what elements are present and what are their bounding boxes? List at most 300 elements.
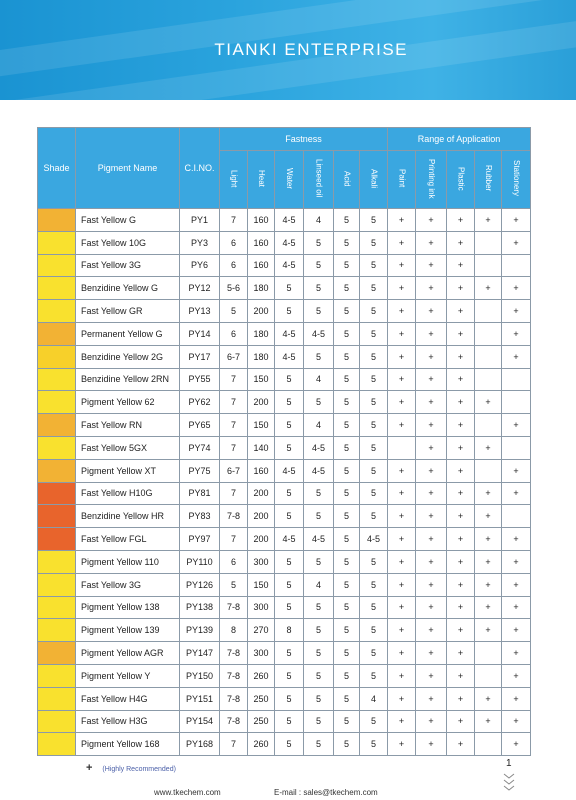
table-row (38, 231, 531, 254)
subcolumn-label: Linseed oil (314, 159, 324, 198)
light-fastness: 6 (220, 322, 248, 345)
pigment-name: Pigment Yellow 62 (76, 391, 180, 414)
plastic-use: + (447, 550, 475, 573)
header-fastness: Fastness (220, 128, 388, 151)
shade-swatch (38, 528, 76, 551)
acid-fastness: 5 (334, 687, 360, 710)
water-fastness: 4-5 (275, 254, 304, 277)
table-row (38, 710, 531, 733)
heat-fastness: 160 (248, 254, 275, 277)
plastic-use: + (447, 414, 475, 437)
paint-use: + (388, 459, 416, 482)
email-link[interactable]: E-mail : sales@tkechem.com (274, 788, 378, 797)
pigment-name: Pigment Yellow Y (76, 664, 180, 687)
linseed-oil-fastness: 5 (304, 505, 334, 528)
rubber-use: + (475, 619, 502, 642)
shade-swatch (38, 619, 76, 642)
alkali-fastness: 5 (360, 414, 388, 437)
plastic-use: + (447, 482, 475, 505)
alkali-fastness: 5 (360, 710, 388, 733)
linseed-oil-fastness: 5 (304, 391, 334, 414)
table-row (38, 414, 531, 437)
plastic-use: + (447, 300, 475, 323)
rubber-use (475, 642, 502, 665)
light-fastness: 7-8 (220, 596, 248, 619)
alkali-fastness: 5 (360, 573, 388, 596)
water-fastness: 5 (275, 391, 304, 414)
subcolumn-label: Heat (257, 170, 266, 187)
heat-fastness: 260 (248, 664, 275, 687)
ci-number: PY150 (180, 664, 220, 687)
heat-fastness: 180 (248, 345, 275, 368)
rubber-use: + (475, 277, 502, 300)
shade-swatch (38, 368, 76, 391)
paint-use: + (388, 619, 416, 642)
paint-use: + (388, 710, 416, 733)
heat-fastness: 140 (248, 436, 275, 459)
table-row (38, 642, 531, 665)
table-row (38, 619, 531, 642)
water-fastness: 5 (275, 505, 304, 528)
water-fastness: 5 (275, 436, 304, 459)
stationery-use: + (502, 573, 531, 596)
plastic-use: + (447, 368, 475, 391)
printing-ink-use: + (416, 573, 447, 596)
printing-ink-use: + (416, 391, 447, 414)
paint-use: + (388, 528, 416, 551)
ci-number: PY138 (180, 596, 220, 619)
printing-ink-use: + (416, 505, 447, 528)
header-subcolumn (248, 151, 275, 209)
ci-number: PY81 (180, 482, 220, 505)
water-fastness: 5 (275, 710, 304, 733)
shade-swatch (38, 550, 76, 573)
ci-number: PY83 (180, 505, 220, 528)
ci-number: PY147 (180, 642, 220, 665)
pigment-name: Fast Yellow 3G (76, 254, 180, 277)
printing-ink-use: + (416, 733, 447, 756)
heat-fastness: 160 (248, 209, 275, 232)
paint-use: + (388, 573, 416, 596)
heat-fastness: 180 (248, 277, 275, 300)
pigment-name: Fast Yellow 10G (76, 231, 180, 254)
pigment-name: Fast Yellow 3G (76, 573, 180, 596)
table-row (38, 573, 531, 596)
pigment-name: Fast Yellow G (76, 209, 180, 232)
paint-use: + (388, 209, 416, 232)
pigment-name: Fast Yellow 5GX (76, 436, 180, 459)
rubber-use (475, 254, 502, 277)
water-fastness: 5 (275, 550, 304, 573)
pigment-name: Benzidine Yellow G (76, 277, 180, 300)
light-fastness: 6 (220, 254, 248, 277)
paint-use: + (388, 664, 416, 687)
shade-swatch (38, 687, 76, 710)
light-fastness: 7 (220, 391, 248, 414)
pigment-name: Benzidine Yellow HR (76, 505, 180, 528)
plastic-use: + (447, 254, 475, 277)
header-subcolumn (447, 151, 475, 209)
acid-fastness: 5 (334, 300, 360, 323)
printing-ink-use: + (416, 482, 447, 505)
water-fastness: 4-5 (275, 231, 304, 254)
alkali-fastness: 4-5 (360, 528, 388, 551)
chevron-down-icon (503, 772, 515, 794)
water-fastness: 5 (275, 482, 304, 505)
water-fastness: 4-5 (275, 209, 304, 232)
plastic-use: + (447, 642, 475, 665)
alkali-fastness: 5 (360, 209, 388, 232)
stationery-use: + (502, 596, 531, 619)
alkali-fastness: 5 (360, 550, 388, 573)
paint-use (388, 436, 416, 459)
shade-swatch (38, 505, 76, 528)
header-subcolumn (502, 151, 531, 209)
legend-text: (Highly Recommended) (102, 766, 176, 773)
acid-fastness: 5 (334, 482, 360, 505)
paint-use: + (388, 277, 416, 300)
acid-fastness: 5 (334, 277, 360, 300)
printing-ink-use: + (416, 596, 447, 619)
plastic-use: + (447, 528, 475, 551)
linseed-oil-fastness: 5 (304, 231, 334, 254)
table-row (38, 322, 531, 345)
table-row (38, 368, 531, 391)
subcolumn-label: Plastic (456, 166, 466, 191)
ci-number: PY126 (180, 573, 220, 596)
shade-swatch (38, 300, 76, 323)
stationery-use: + (502, 322, 531, 345)
linseed-oil-fastness: 4-5 (304, 459, 334, 482)
subcolumn-label: Printing ink (427, 158, 437, 199)
light-fastness: 6-7 (220, 459, 248, 482)
rubber-use: + (475, 528, 502, 551)
shade-swatch (38, 254, 76, 277)
ci-number: PY13 (180, 300, 220, 323)
table-row (38, 459, 531, 482)
paint-use: + (388, 391, 416, 414)
table-row (38, 277, 531, 300)
stationery-use: + (502, 209, 531, 232)
subcolumn-label: Acid (342, 170, 352, 187)
water-fastness: 5 (275, 642, 304, 665)
rubber-use (475, 345, 502, 368)
paint-use: + (388, 642, 416, 665)
ci-number: PY110 (180, 550, 220, 573)
rubber-use: + (475, 550, 502, 573)
printing-ink-use: + (416, 436, 447, 459)
printing-ink-use: + (416, 459, 447, 482)
rubber-use: + (475, 687, 502, 710)
shade-swatch (38, 710, 76, 733)
stationery-use: + (502, 459, 531, 482)
rubber-use (475, 459, 502, 482)
light-fastness: 7-8 (220, 687, 248, 710)
rubber-use: + (475, 710, 502, 733)
light-fastness: 7-8 (220, 505, 248, 528)
rubber-use (475, 231, 502, 254)
table-row (38, 664, 531, 687)
linseed-oil-fastness: 5 (304, 550, 334, 573)
light-fastness: 6 (220, 231, 248, 254)
ci-number: PY168 (180, 733, 220, 756)
subcolumn-label: Stationery (512, 160, 522, 197)
subcolumn-label: Rubber (484, 165, 494, 192)
acid-fastness: 5 (334, 642, 360, 665)
paint-use: + (388, 254, 416, 277)
linseed-oil-fastness: 4-5 (304, 322, 334, 345)
table-row (38, 300, 531, 323)
page-number: 1 (506, 758, 512, 769)
acid-fastness: 5 (334, 322, 360, 345)
rubber-use (475, 733, 502, 756)
light-fastness: 7 (220, 733, 248, 756)
heat-fastness: 200 (248, 505, 275, 528)
paint-use: + (388, 482, 416, 505)
shade-swatch (38, 642, 76, 665)
heat-fastness: 200 (248, 528, 275, 551)
shade-swatch (38, 345, 76, 368)
light-fastness: 7 (220, 436, 248, 459)
alkali-fastness: 5 (360, 505, 388, 528)
paint-use: + (388, 345, 416, 368)
light-fastness: 8 (220, 619, 248, 642)
linseed-oil-fastness: 4 (304, 209, 334, 232)
alkali-fastness: 5 (360, 322, 388, 345)
heat-fastness: 300 (248, 550, 275, 573)
header-subcolumn (360, 151, 388, 209)
acid-fastness: 5 (334, 345, 360, 368)
light-fastness: 6-7 (220, 345, 248, 368)
printing-ink-use: + (416, 550, 447, 573)
water-fastness: 5 (275, 664, 304, 687)
subcolumn-label: Light (229, 169, 239, 188)
linseed-oil-fastness: 5 (304, 482, 334, 505)
shade-swatch (38, 482, 76, 505)
printing-ink-use: + (416, 277, 447, 300)
acid-fastness: 5 (334, 459, 360, 482)
subcolumn-label: Paint (397, 169, 407, 188)
pigment-name: Pigment Yellow 138 (76, 596, 180, 619)
pigment-name: Benzidine Yellow 2G (76, 345, 180, 368)
alkali-fastness: 5 (360, 300, 388, 323)
pigment-name: Fast Yellow RN (76, 414, 180, 437)
acid-fastness: 5 (334, 710, 360, 733)
plastic-use: + (447, 322, 475, 345)
plastic-use: + (447, 733, 475, 756)
shade-swatch (38, 733, 76, 756)
heat-fastness: 150 (248, 414, 275, 437)
acid-fastness: 5 (334, 231, 360, 254)
header-subcolumn (388, 151, 416, 209)
water-fastness: 4-5 (275, 322, 304, 345)
table-row (38, 391, 531, 414)
water-fastness: 4-5 (275, 528, 304, 551)
rubber-use: + (475, 482, 502, 505)
paint-use: + (388, 414, 416, 437)
acid-fastness: 5 (334, 619, 360, 642)
stationery-use: + (502, 550, 531, 573)
alkali-fastness: 5 (360, 391, 388, 414)
heat-fastness: 180 (248, 322, 275, 345)
pigment-name: Pigment Yellow 139 (76, 619, 180, 642)
shade-swatch (38, 414, 76, 437)
rubber-use: + (475, 596, 502, 619)
rubber-use: + (475, 573, 502, 596)
stationery-use (502, 391, 531, 414)
stationery-use: + (502, 345, 531, 368)
website-link[interactable]: www.tkechem.com (154, 788, 221, 797)
acid-fastness: 5 (334, 596, 360, 619)
table-row (38, 482, 531, 505)
acid-fastness: 5 (334, 368, 360, 391)
legend-note (86, 762, 176, 774)
shade-swatch (38, 277, 76, 300)
stationery-use: + (502, 687, 531, 710)
water-fastness: 5 (275, 687, 304, 710)
plastic-use: + (447, 277, 475, 300)
linseed-oil-fastness: 5 (304, 619, 334, 642)
light-fastness: 7 (220, 482, 248, 505)
plastic-use: + (447, 710, 475, 733)
heat-fastness: 200 (248, 300, 275, 323)
water-fastness: 5 (275, 277, 304, 300)
heat-fastness: 150 (248, 368, 275, 391)
paint-use: + (388, 505, 416, 528)
light-fastness: 7-8 (220, 642, 248, 665)
printing-ink-use: + (416, 642, 447, 665)
ci-number: PY14 (180, 322, 220, 345)
table-row (38, 345, 531, 368)
alkali-fastness: 5 (360, 231, 388, 254)
paint-use: + (388, 733, 416, 756)
plastic-use: + (447, 687, 475, 710)
page-title: TIANKI ENTERPRISE (214, 40, 408, 59)
ci-number: PY12 (180, 277, 220, 300)
linseed-oil-fastness: 5 (304, 664, 334, 687)
ci-number: PY65 (180, 414, 220, 437)
paint-use: + (388, 596, 416, 619)
subcolumn-label: Alkali (369, 168, 379, 189)
table-row (38, 254, 531, 277)
heat-fastness: 260 (248, 733, 275, 756)
stationery-use: + (502, 619, 531, 642)
header-subcolumn (275, 151, 304, 209)
plastic-use: + (447, 505, 475, 528)
heat-fastness: 250 (248, 687, 275, 710)
acid-fastness: 5 (334, 209, 360, 232)
alkali-fastness: 5 (360, 596, 388, 619)
shade-swatch (38, 391, 76, 414)
header-subcolumn (304, 151, 334, 209)
rubber-use: + (475, 209, 502, 232)
water-fastness: 5 (275, 368, 304, 391)
printing-ink-use: + (416, 300, 447, 323)
stationery-use: + (502, 300, 531, 323)
table-row (38, 733, 531, 756)
acid-fastness: 5 (334, 550, 360, 573)
rubber-use: + (475, 505, 502, 528)
heat-fastness: 300 (248, 596, 275, 619)
heat-fastness: 160 (248, 459, 275, 482)
rubber-use (475, 664, 502, 687)
ci-number: PY139 (180, 619, 220, 642)
header-shade: Shade (38, 128, 76, 209)
shade-swatch (38, 573, 76, 596)
heat-fastness: 160 (248, 231, 275, 254)
ci-number: PY6 (180, 254, 220, 277)
printing-ink-use: + (416, 619, 447, 642)
stationery-use: + (502, 710, 531, 733)
shade-swatch (38, 459, 76, 482)
stationery-use: + (502, 528, 531, 551)
stationery-use: + (502, 414, 531, 437)
rubber-use: + (475, 436, 502, 459)
stationery-use: + (502, 482, 531, 505)
paint-use: + (388, 368, 416, 391)
rubber-use (475, 322, 502, 345)
water-fastness: 8 (275, 619, 304, 642)
header-subcolumn (334, 151, 360, 209)
ci-number: PY62 (180, 391, 220, 414)
heat-fastness: 150 (248, 573, 275, 596)
heat-fastness: 200 (248, 391, 275, 414)
plastic-use: + (447, 459, 475, 482)
stationery-use (502, 254, 531, 277)
linseed-oil-fastness: 5 (304, 642, 334, 665)
acid-fastness: 5 (334, 505, 360, 528)
linseed-oil-fastness: 5 (304, 345, 334, 368)
ci-number: PY1 (180, 209, 220, 232)
linseed-oil-fastness: 5 (304, 687, 334, 710)
ci-number: PY74 (180, 436, 220, 459)
rubber-use: + (475, 391, 502, 414)
alkali-fastness: 5 (360, 642, 388, 665)
alkali-fastness: 4 (360, 687, 388, 710)
pigment-name: Fast Yellow H4G (76, 687, 180, 710)
stationery-use: + (502, 277, 531, 300)
header-banner (0, 0, 576, 100)
printing-ink-use: + (416, 528, 447, 551)
rubber-use (475, 414, 502, 437)
plastic-use: + (447, 596, 475, 619)
light-fastness: 7 (220, 414, 248, 437)
ci-number: PY75 (180, 459, 220, 482)
pigment-name: Benzidine Yellow 2RN (76, 368, 180, 391)
legend-plus: + (86, 762, 93, 774)
ci-number: PY17 (180, 345, 220, 368)
water-fastness: 4-5 (275, 345, 304, 368)
alkali-fastness: 5 (360, 459, 388, 482)
heat-fastness: 200 (248, 482, 275, 505)
alkali-fastness: 5 (360, 482, 388, 505)
paint-use: + (388, 322, 416, 345)
light-fastness: 7 (220, 528, 248, 551)
printing-ink-use: + (416, 414, 447, 437)
pigment-name: Permanent Yellow G (76, 322, 180, 345)
stationery-use (502, 505, 531, 528)
acid-fastness: 5 (334, 573, 360, 596)
linseed-oil-fastness: 5 (304, 733, 334, 756)
plastic-use: + (447, 209, 475, 232)
table-row (38, 436, 531, 459)
paint-use: + (388, 550, 416, 573)
printing-ink-use: + (416, 368, 447, 391)
linseed-oil-fastness: 4 (304, 573, 334, 596)
rubber-use (475, 368, 502, 391)
alkali-fastness: 5 (360, 254, 388, 277)
heat-fastness: 250 (248, 710, 275, 733)
